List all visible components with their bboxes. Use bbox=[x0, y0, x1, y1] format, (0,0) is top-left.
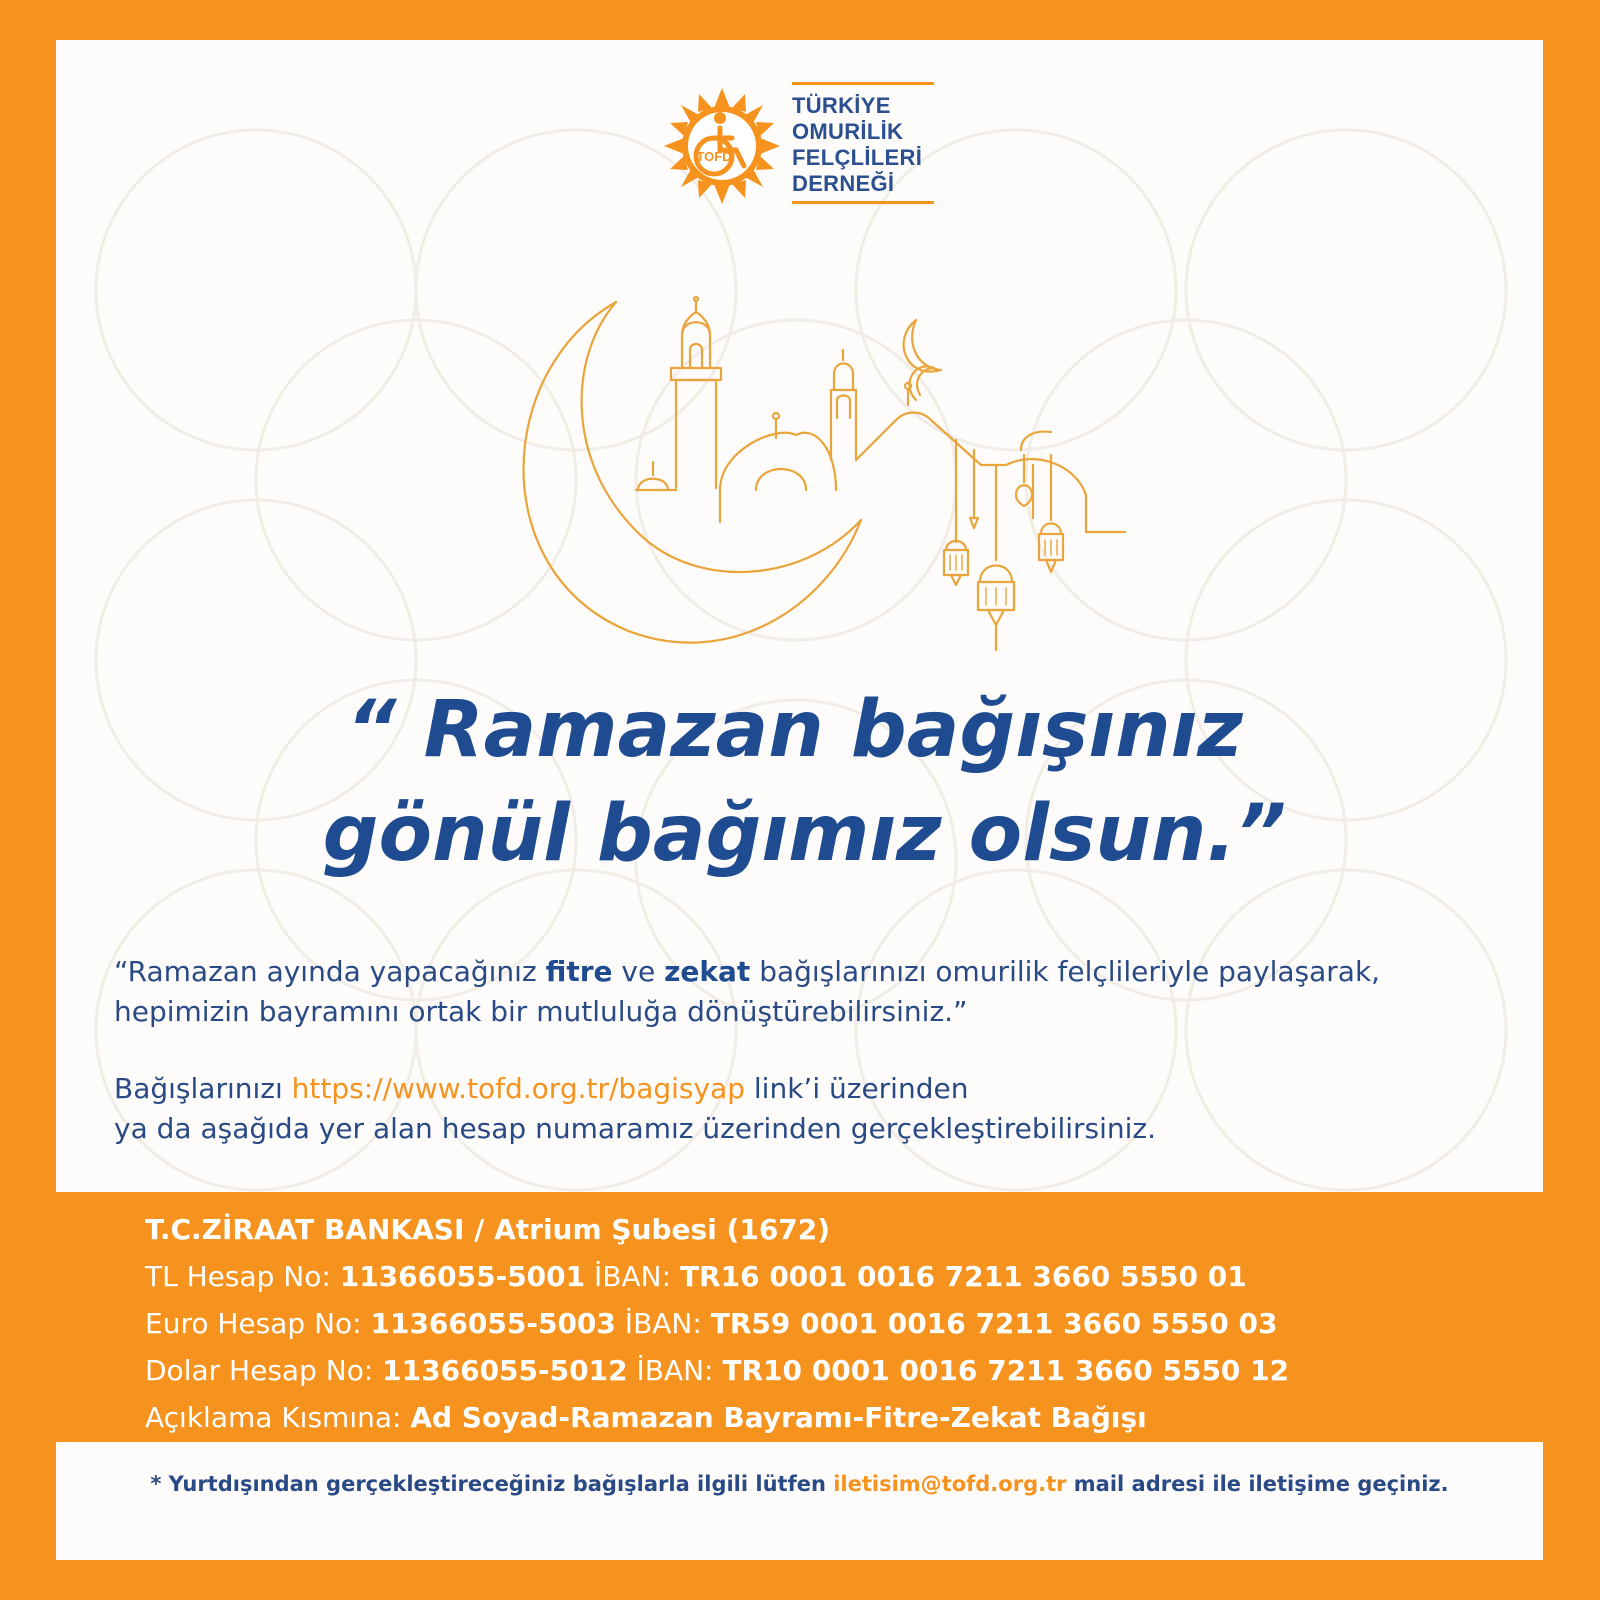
donation-paragraph bbox=[114, 1069, 1504, 1149]
text-span: link’i üzerinden bbox=[745, 1072, 969, 1105]
text-span: Bağışlarınızı bbox=[114, 1072, 292, 1105]
bank-title: T.C.ZİRAAT BANKASI / Atrium Şubesi (1672) bbox=[145, 1213, 831, 1246]
headline bbox=[56, 678, 1543, 886]
iban-value: TR10 0001 0016 7211 3660 5550 12 bbox=[722, 1354, 1290, 1387]
iban-value: TR59 0001 0016 7211 3660 5550 03 bbox=[710, 1307, 1278, 1340]
text-span: ve bbox=[612, 955, 665, 988]
account-label: Euro Hesap No: bbox=[145, 1307, 371, 1340]
logo-line: FELÇLİLERİ bbox=[792, 145, 923, 170]
tofd-logo bbox=[662, 82, 962, 212]
iban-label: İBAN: bbox=[615, 1307, 711, 1340]
text-span: hepimizin bayramını ortak bir mutluluğa dönüştürebilirsiniz.” bbox=[114, 995, 968, 1028]
donation-link[interactable]: https://www.tofd.org.tr/bagisyap bbox=[291, 1072, 745, 1105]
bank-row-euro bbox=[145, 1300, 1289, 1347]
iban-value: TR16 0001 0016 7211 3660 5550 01 bbox=[679, 1260, 1247, 1293]
bank-row-dolar bbox=[145, 1347, 1289, 1394]
keyword-zekat: zekat bbox=[664, 955, 751, 988]
iban-label: İBAN: bbox=[585, 1260, 680, 1293]
text-span: ya da aşağıda yer alan hesap numaramız üzerinden gerçekleştirebilirsiniz. bbox=[114, 1112, 1157, 1145]
account-label: Dolar Hesap No: bbox=[145, 1354, 383, 1387]
description-value: Ad Soyad-Ramazan Bayramı-Fitre-Zekat Bağışı bbox=[410, 1401, 1147, 1434]
quote-paragraph bbox=[114, 952, 1504, 1032]
logo-line: OMURİLİK bbox=[792, 119, 904, 144]
wheelchair-sun-icon bbox=[662, 86, 782, 206]
headline-line-2: gönül bağımız olsun.” bbox=[322, 789, 1287, 879]
contact-email-link[interactable]: iletisim@tofd.org.tr bbox=[833, 1472, 1067, 1496]
headline-line-1: “ Ramazan bağışınız bbox=[346, 685, 1243, 775]
logo-wordmark bbox=[792, 82, 934, 204]
bank-row-tl bbox=[145, 1253, 1289, 1300]
footer-note bbox=[56, 1472, 1543, 1496]
svg-text:TOFD: TOFD bbox=[696, 149, 732, 164]
body-text bbox=[114, 952, 1504, 1149]
bank-info-band bbox=[56, 1192, 1543, 1442]
account-number: 11366055-5003 bbox=[370, 1307, 616, 1340]
logo-line: TÜRKİYE bbox=[792, 93, 891, 118]
content-card bbox=[56, 40, 1543, 1560]
text-span: mail adresi ile iletişime geçiniz. bbox=[1066, 1472, 1449, 1496]
account-label: TL Hesap No: bbox=[145, 1260, 340, 1293]
logo-line: DERNEĞİ bbox=[792, 171, 895, 196]
crescent-mosque-lanterns-illustration bbox=[476, 250, 1126, 670]
description-label: Açıklama Kısmına: bbox=[145, 1401, 411, 1434]
text-span: * Yurtdışından gerçekleştireceğiniz bağışlarla ilgili lütfen bbox=[150, 1472, 834, 1496]
iban-label: İBAN: bbox=[627, 1354, 723, 1387]
text-span: bağışlarınızı omurilik felçlileriyle paylaşarak, bbox=[750, 955, 1381, 988]
keyword-fitre: fitre bbox=[545, 955, 613, 988]
bank-row-description bbox=[145, 1394, 1289, 1441]
account-number: 11366055-5012 bbox=[382, 1354, 628, 1387]
text-span: “Ramazan ayında yapacağınız bbox=[114, 955, 546, 988]
account-number: 11366055-5001 bbox=[339, 1260, 586, 1293]
